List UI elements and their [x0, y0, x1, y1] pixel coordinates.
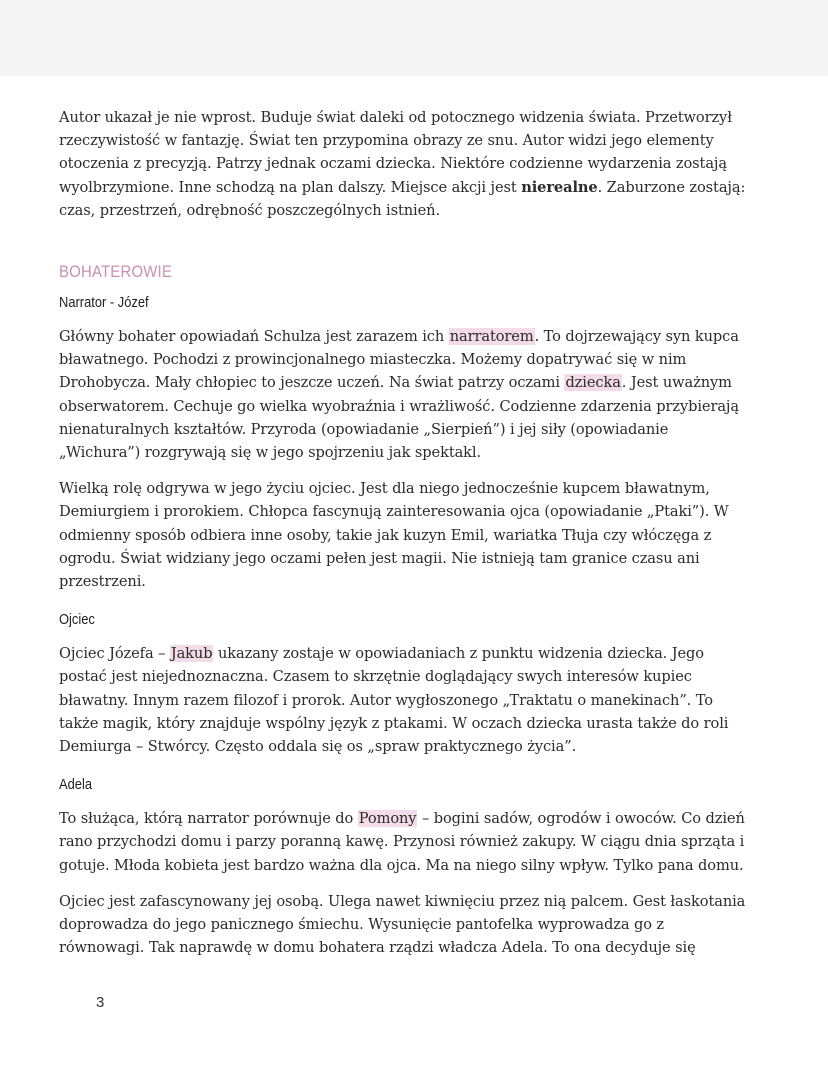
text-line	[59, 712, 769, 735]
text-line	[59, 325, 769, 348]
text-run: także magik, który znajduje wspólny język z ptakami. W oczach dziecka urasta także do roli	[59, 714, 729, 732]
text-line	[59, 524, 769, 547]
text-line	[59, 913, 769, 936]
text-run: postać jest niejednoznaczna. Czasem to skrzętnie doglądający swych interesów kupiec	[59, 668, 692, 686]
text-line	[59, 807, 769, 830]
text-run: ogrodu. Świat widziany jego oczami pełen jest magii. Nie istnieją tam granice czasu ani	[59, 549, 700, 567]
text-run: Drohobycza. Mały chłopiec to jeszcze uczeń. Na świat patrzy oczami	[59, 374, 565, 392]
text-run: odmienny sposób odbiera inne osoby, takie jak kuzyn Emil, wariatka Tłuja czy włóczęga z	[59, 526, 712, 544]
text-line	[59, 890, 769, 913]
text-line	[59, 547, 769, 570]
text-run: rano przychodzi domu i parzy poranną kawę. Przynosi również zakupy. W ciągu dnia sprząta i	[59, 833, 745, 851]
narrator-paragraph-1	[59, 325, 769, 464]
text-run: doprowadza do jego panicznego śmiechu. Wysunięcie pantofelka wyprowadza go z	[59, 916, 665, 934]
text-run: rzeczywistość w fantazję. Świat ten przypomina obrazy ze snu. Autor widzi jego elementy	[59, 132, 714, 150]
text-run: bławatny. Innym razem filozof i prorok. Autor wygłoszonego „Traktatu o manekinach”. To	[59, 691, 713, 709]
text-run: wyolbrzymione. Inne schodzą na plan dalszy. Miejsce akcji jest	[59, 178, 522, 196]
text-line	[59, 936, 769, 959]
narrator-paragraph-2	[59, 477, 769, 593]
text-line	[59, 152, 769, 175]
text-run: obserwatorem. Cechuje go wielka wyobraźnia i wrażliwość. Codzienne zdarzenia przybierają	[59, 397, 739, 415]
text-line	[59, 642, 769, 665]
top-bar	[0, 0, 828, 76]
text-run: bławatnego. Pochodzi z prowincjonalnego miasteczka. Możemy dopatrywać się w nim	[59, 351, 687, 369]
text-line	[59, 500, 769, 523]
section-heading: BOHATEROWIE	[59, 262, 173, 282]
text-run: To służąca, którą narrator porównuje do	[59, 810, 358, 828]
text-line	[59, 441, 769, 464]
intro-paragraph	[59, 106, 769, 222]
text-run: nienaturalnych kształtów. Przyroda (opowiadanie „Sierpień”) i jej siły (opowiadanie	[59, 420, 669, 438]
text-run: Ojciec Józefa –	[59, 645, 170, 663]
adela-paragraph-2	[59, 890, 769, 960]
text-line	[59, 854, 769, 877]
text-line	[59, 665, 769, 688]
text-line	[59, 199, 769, 222]
text-run: Demiurgiem i prorokiem. Chłopca fascynują zainteresowania ojca (opowiadanie „Ptaki”). W	[59, 503, 729, 521]
text-line	[59, 129, 769, 152]
text-run: równowagi. Tak naprawdę w domu bohatera rządzi władcza Adela. To ona decyduje się	[59, 939, 696, 957]
highlighted-term: dziecka	[565, 374, 621, 392]
page-number: 3	[96, 994, 105, 1011]
text-line	[59, 418, 769, 441]
text-run: Wielką rolę odgrywa w jego życiu ojciec. Jest dla niego jednocześnie kupcem bławatnym,	[59, 480, 710, 498]
text-line	[59, 689, 769, 712]
text-run: „Wichura”) rozgrywają się w jego spojrzeniu jak spektakl.	[59, 444, 482, 462]
narrator-heading: Narrator - Józef	[59, 294, 149, 312]
text-run: . To dojrzewający syn kupca	[534, 328, 739, 346]
text-line	[59, 176, 769, 199]
document-body	[59, 106, 769, 972]
text-line	[59, 348, 769, 371]
text-run: Ojciec jest zafascynowany jej osobą. Ulega nawet kiwnięciu przez nią palcem. Gest łaskotania	[59, 892, 746, 910]
text-run: ukazany zostaje w opowiadaniach z punktu widzenia dziecka. Jego	[213, 645, 704, 663]
text-line	[59, 106, 769, 129]
text-line	[59, 477, 769, 500]
text-run: Główny bohater opowiadań Schulza jest zarazem ich	[59, 328, 449, 346]
highlighted-term: narratorem	[449, 328, 534, 346]
adela-heading: Adela	[59, 776, 93, 794]
text-run: Autor ukazał je nie wprost. Buduje świat daleki od potocznego widzenia świata. Przetworzył	[59, 109, 732, 126]
text-run: otoczenia z precyzją. Patrzy jednak oczami dziecka. Niektóre codzienne wydarzenia zostają	[59, 155, 727, 173]
ojciec-heading: Ojciec	[59, 611, 95, 629]
text-run: Demiurga – Stwórcy. Często oddala się os „spraw praktycznego życia”.	[59, 738, 577, 756]
bold-term: nierealne	[521, 178, 598, 196]
ojciec-paragraph	[59, 642, 769, 758]
text-line	[59, 570, 769, 593]
text-run: gotuje. Młoda kobieta jest bardzo ważna dla ojca. Ma na niego silny wpływ. Tylko pana domu.	[59, 856, 744, 874]
text-run: . Jest uważnym	[621, 374, 732, 392]
text-line	[59, 371, 769, 394]
text-run: przestrzeni.	[59, 573, 146, 591]
highlighted-term: Jakub	[170, 645, 213, 663]
text-line	[59, 830, 769, 853]
text-run: czas, przestrzeń, odrębność poszczególnych istnień.	[59, 201, 440, 219]
text-line	[59, 395, 769, 418]
text-run: . Zaburzone zostają:	[597, 178, 746, 196]
highlighted-term: Pomony	[358, 810, 417, 828]
text-run: – bogini sadów, ogrodów i owoców. Co dzień	[417, 810, 745, 828]
text-line	[59, 735, 769, 758]
adela-paragraph-1	[59, 807, 769, 877]
